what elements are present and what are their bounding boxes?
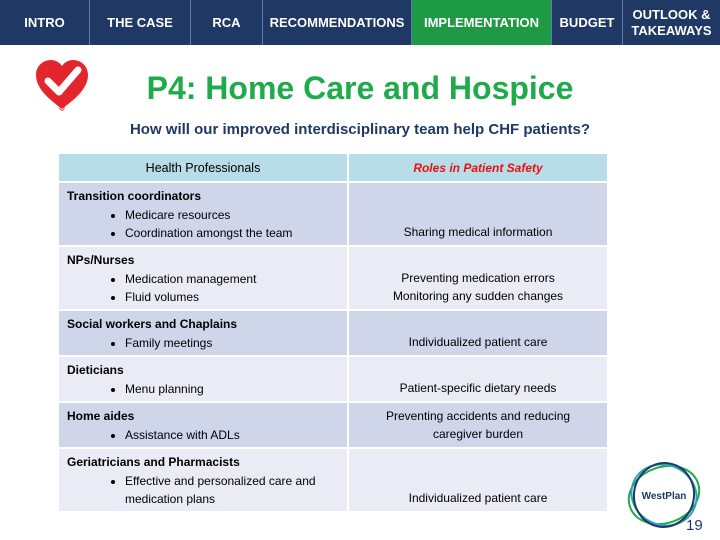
table-header-row [59, 154, 607, 182]
duty-list [67, 426, 339, 444]
safety-role-text: caregiver burden [432, 427, 524, 441]
nav-tab-budget[interactable]: BUDGET [552, 0, 623, 45]
safety-role-cell [348, 310, 607, 356]
page-title: P4: Home Care and Hospice [146, 70, 574, 106]
safety-role-text: Preventing medication errors [401, 271, 555, 285]
professional-role: Social workers and Chaplains [67, 317, 238, 331]
duty-list [67, 334, 339, 352]
page-subtitle: How will our improved interdisciplinary team help CHF patients? [129, 121, 591, 138]
table-row [59, 246, 607, 310]
duty-list [67, 270, 339, 306]
nav-tab-outlook-takeaways[interactable]: OUTLOOK & TAKEAWAYS [623, 0, 720, 45]
professional-role: Home aides [67, 409, 135, 423]
nav-tab-rca[interactable]: RCA [191, 0, 263, 45]
professional-role: Geriatricians and Pharmacists [67, 455, 240, 469]
safety-role-text: Patient-specific dietary needs [399, 381, 557, 395]
westplan-logo-text: WestPlan [641, 491, 687, 502]
professional-cell [59, 402, 348, 448]
duty-item: • Assistance with ADLs [125, 426, 339, 444]
table-row [59, 402, 607, 448]
duty-item: • Menu planning [125, 380, 339, 398]
safety-role-text: Individualized patient care [408, 491, 548, 505]
duty-item: • Medication management [125, 270, 339, 288]
professionals-table [59, 154, 607, 511]
column-header-professionals: Health Professionals [59, 154, 348, 182]
table-body [59, 182, 607, 511]
duty-item: • Family meetings [125, 334, 339, 352]
column-header-safety-roles: Roles in Patient Safety [348, 154, 607, 182]
professional-cell [59, 182, 348, 246]
duty-item: • Coordination amongst the team [125, 224, 339, 242]
heart-check-icon [32, 57, 92, 113]
safety-role-cell [348, 402, 607, 448]
safety-role-text: Monitoring any sudden changes [392, 289, 564, 303]
table-row [59, 310, 607, 356]
safety-role-cell [348, 356, 607, 402]
nav-tab-the-case[interactable]: THE CASE [90, 0, 191, 45]
safety-role-cell [348, 448, 607, 511]
safety-role-text: Individualized patient care [408, 335, 548, 349]
table-row [59, 356, 607, 402]
professional-cell [59, 356, 348, 402]
table-row [59, 448, 607, 511]
nav-tab-recommendations[interactable]: RECOMMENDATIONS [263, 0, 412, 45]
professional-cell [59, 246, 348, 310]
safety-role-cell [348, 246, 607, 310]
professional-role: Transition coordinators [67, 189, 202, 203]
duty-item: • Effective and personalized care and medication plans [125, 472, 339, 508]
safety-role-cell [348, 182, 607, 246]
professional-role: Dieticians [67, 363, 124, 377]
nav-tab-implementation[interactable]: IMPLEMENTATION [412, 0, 552, 45]
safety-role-text: Sharing medical information [403, 225, 553, 239]
top-nav [0, 0, 720, 45]
duty-item: • Fluid volumes [125, 288, 339, 306]
professional-cell [59, 448, 348, 511]
duty-list [67, 380, 339, 398]
duty-list [67, 472, 339, 508]
nav-tab-intro[interactable]: INTRO [0, 0, 90, 45]
table-row [59, 182, 607, 246]
duty-list [67, 206, 339, 242]
safety-role-text: Preventing accidents and reducing [385, 409, 571, 423]
professional-role: NPs/Nurses [67, 253, 135, 267]
professional-cell [59, 310, 348, 356]
page-number: 19 [686, 517, 703, 534]
duty-item: • Medicare resources [125, 206, 339, 224]
